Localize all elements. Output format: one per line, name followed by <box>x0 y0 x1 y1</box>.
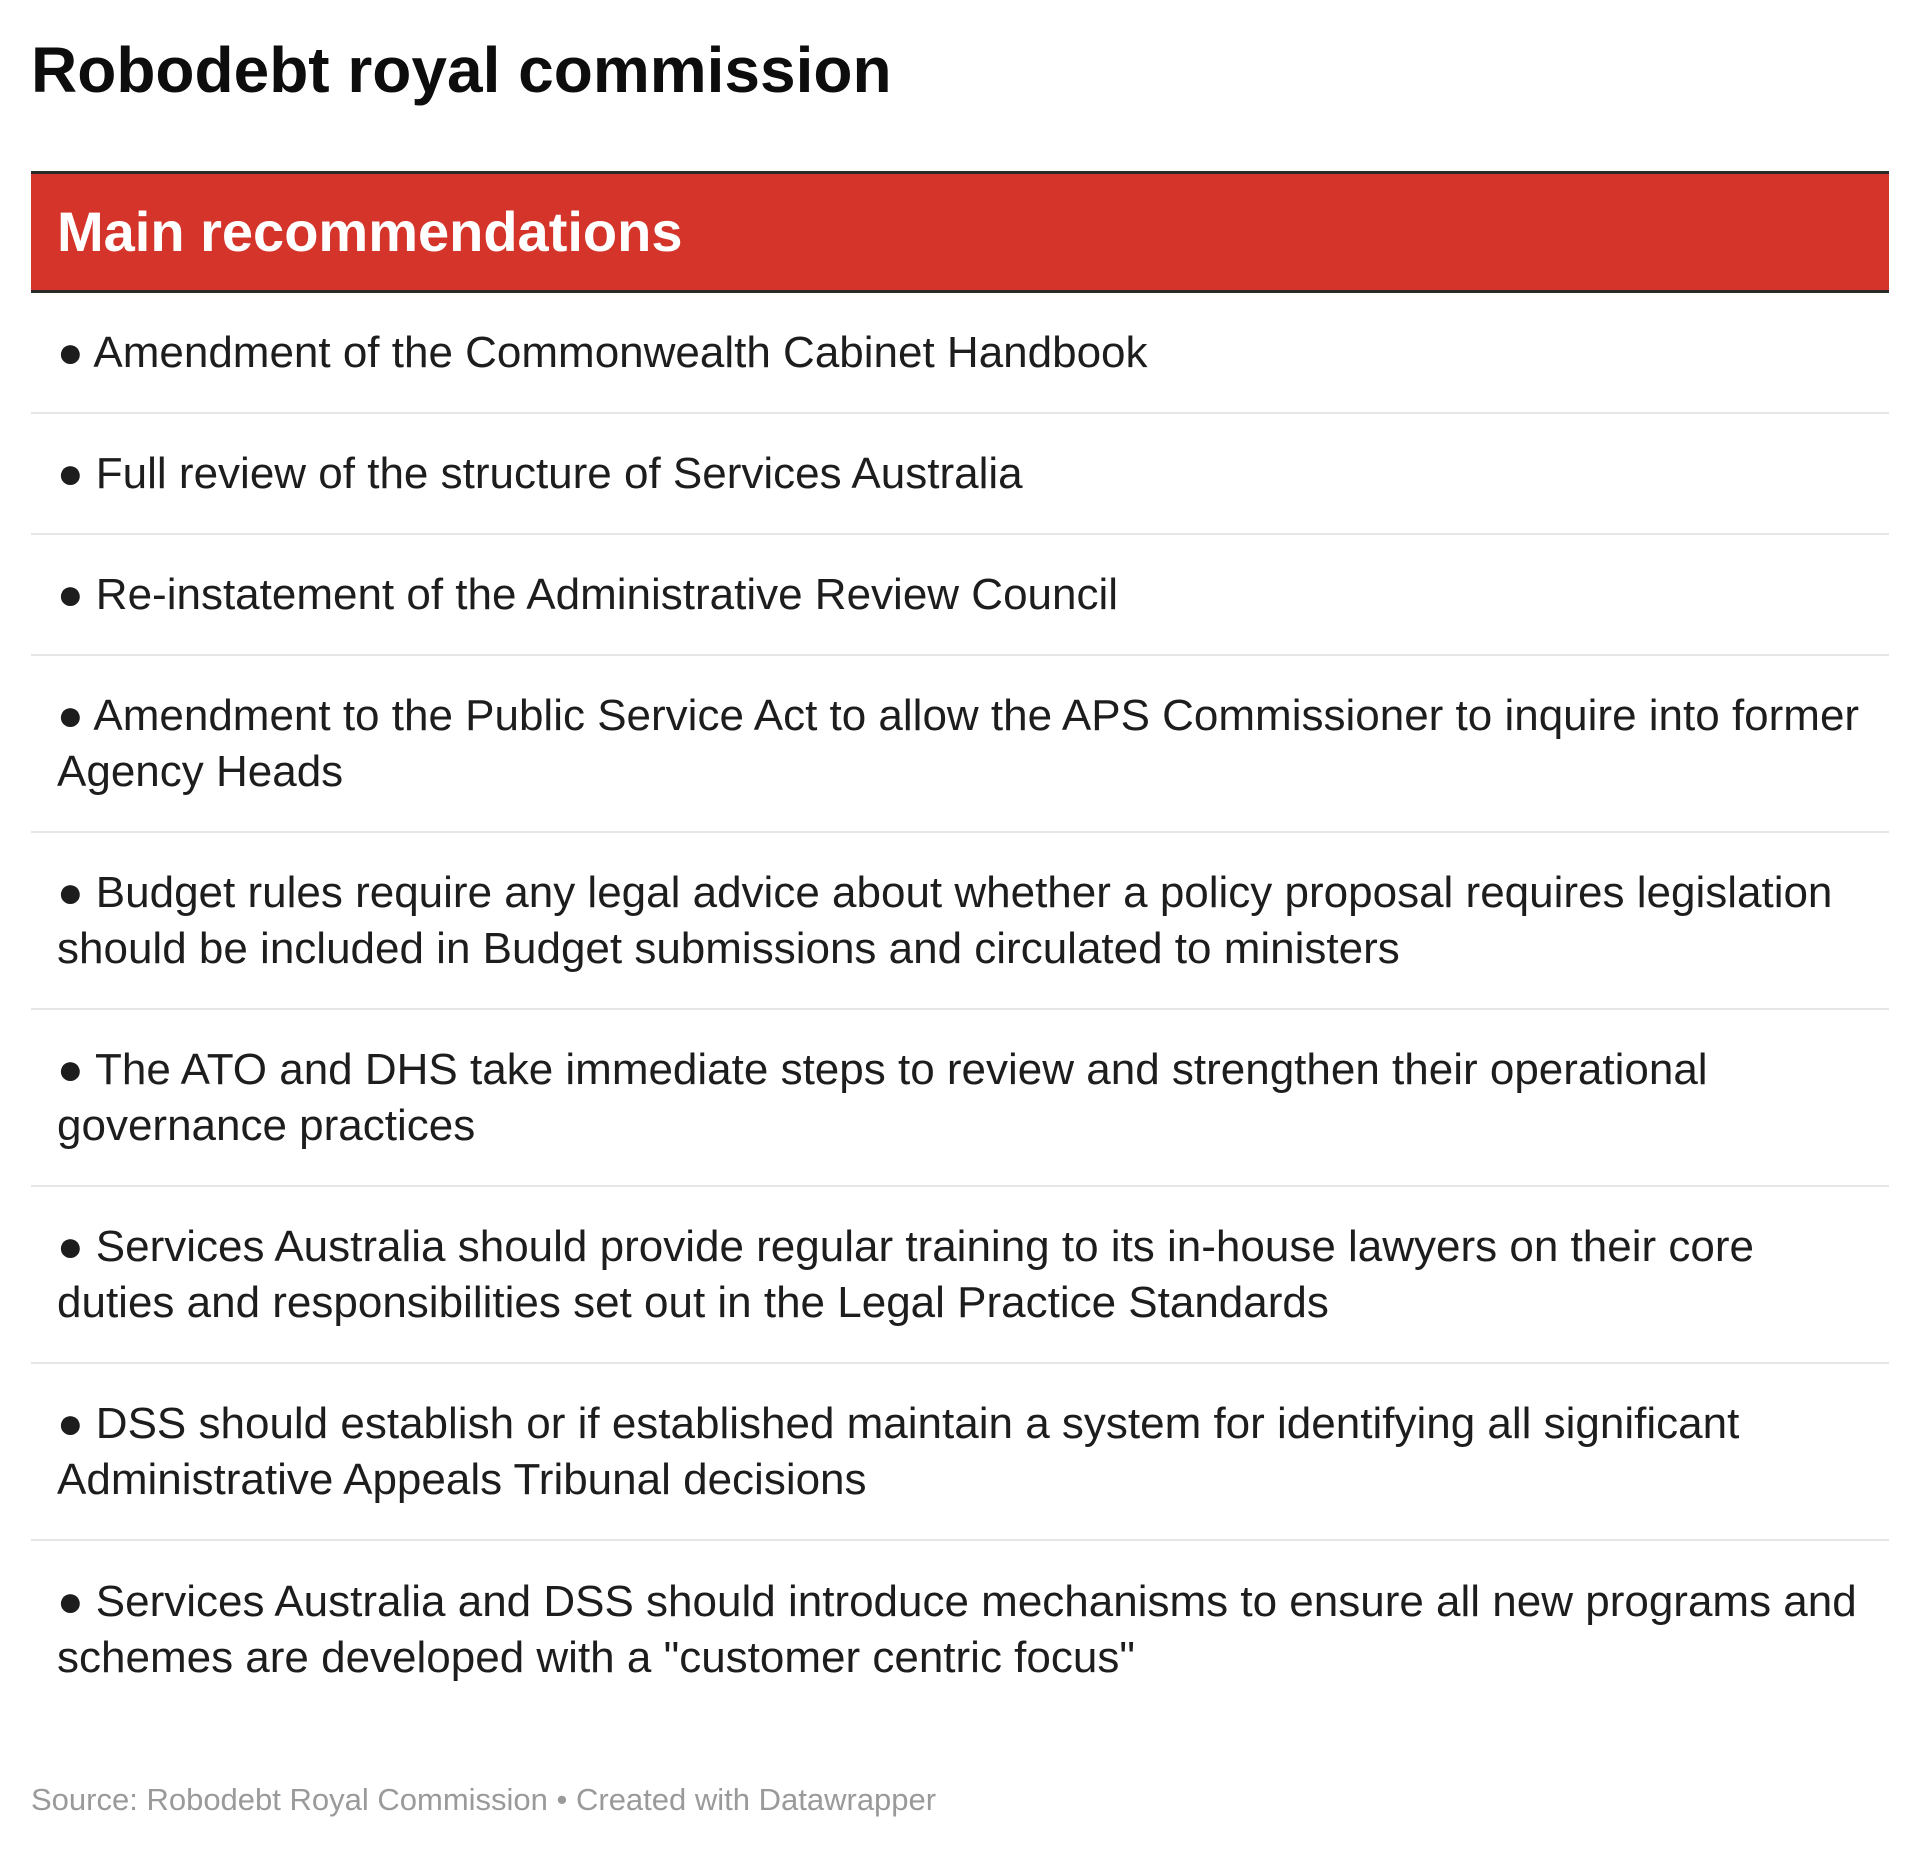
table-row-text: ● Services Australia and DSS should introduce mechanisms to ensure all new programs and schemes are developed with a "customer centric focus" <box>57 1576 1857 1682</box>
table-row-text: ● The ATO and DHS take immediate steps to review and strengthen their operational governance practices <box>57 1044 1708 1150</box>
table-header <box>31 171 1889 293</box>
table-row-text: ● Full review of the structure of Services Australia <box>57 448 1023 498</box>
table-row-text: ● Services Australia should provide regular training to its in-house lawyers on their core duties and responsibilities set out in the Legal Practice Standards <box>57 1221 1754 1327</box>
table-row <box>31 833 1889 1010</box>
table-row <box>31 1364 1889 1541</box>
table-row-text: ● Amendment of the Commonwealth Cabinet Handbook <box>57 327 1148 377</box>
table-row <box>31 1187 1889 1364</box>
table-row <box>31 414 1889 535</box>
table-row-text: ● Budget rules require any legal advice about whether a policy proposal requires legislation should be included in Budget submissions and circulated to ministers <box>57 867 1833 973</box>
table-row-text: ● DSS should establish or if established maintain a system for identifying all significant Administrative Appeals Tribunal decisions <box>57 1398 1740 1504</box>
table-header-label: Main recommendations <box>57 200 683 263</box>
page-title: Robodebt royal commission <box>31 34 892 106</box>
table-row-text: ● Amendment to the Public Service Act to allow the APS Commissioner to inquire into former Agency Heads <box>57 690 1860 796</box>
table-row <box>31 1541 1889 1718</box>
table-row-text: ● Re-instatement of the Administrative Review Council <box>57 569 1119 619</box>
table-row <box>31 656 1889 833</box>
table-row <box>31 293 1889 414</box>
recommendations-table <box>31 171 1889 1718</box>
source-footer: Source: Robodebt Royal Commission • Created with Datawrapper <box>31 1782 937 1817</box>
table-row <box>31 535 1889 656</box>
table-row <box>31 1010 1889 1187</box>
